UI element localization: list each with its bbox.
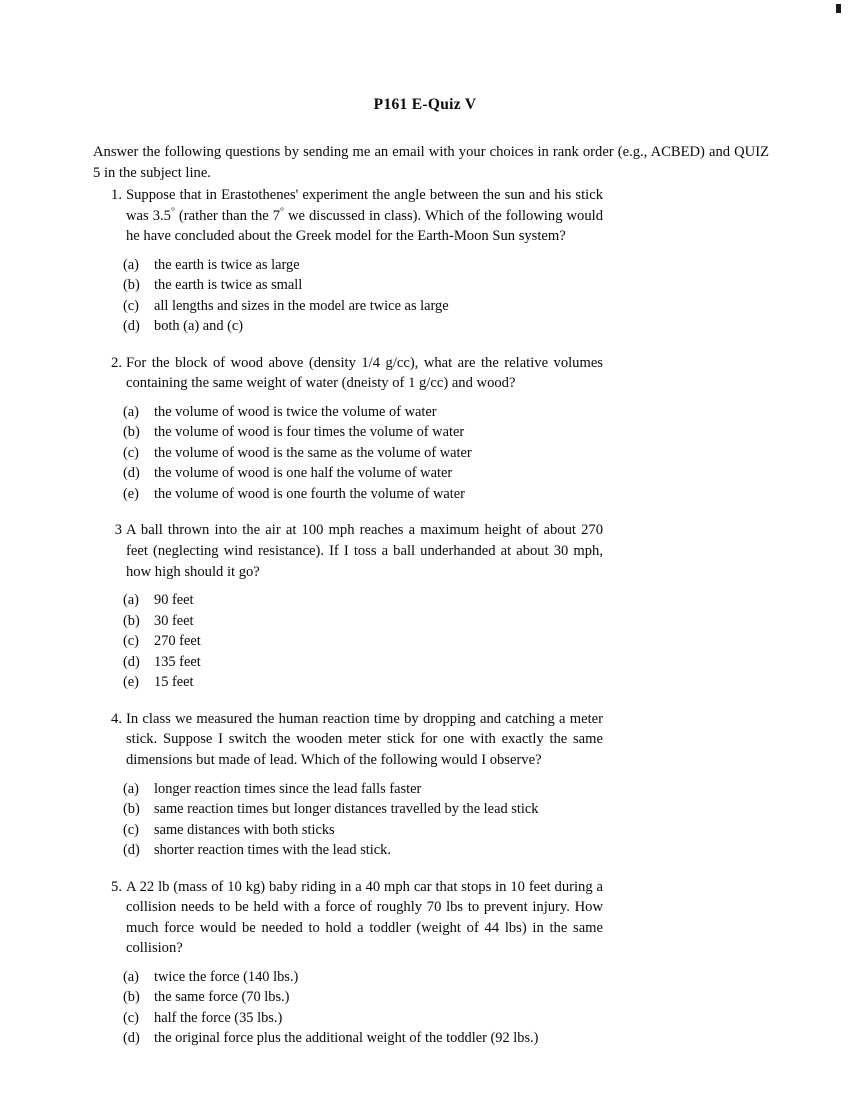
question-3 [93, 520, 773, 692]
question-1-number: 1. [111, 187, 122, 203]
option-label: (d) [123, 653, 140, 670]
question-4-stem-text: In class we measured the human reaction time by dropping and catching a meter stick. Suppose I switch the wooden meter stick for one with exactly the same dimensions but made of lead. Which of the following would I observe? [126, 710, 603, 768]
spacer [93, 693, 773, 709]
degree-symbol-icon: ° [280, 205, 284, 217]
option-item[interactable] [93, 402, 773, 423]
option-text: half the force (35 lbs.) [154, 1009, 283, 1026]
option-item[interactable] [93, 672, 773, 693]
option-item[interactable] [93, 316, 773, 337]
option-label: (a) [123, 968, 139, 985]
option-label: (c) [123, 444, 139, 461]
option-item[interactable] [93, 987, 773, 1008]
option-text: the original force plus the additional weight of the toddler (92 lbs.) [154, 1030, 539, 1047]
question-3-options [93, 590, 773, 693]
option-item[interactable] [93, 422, 773, 443]
option-label: (d) [123, 465, 140, 482]
question-5-options [93, 967, 773, 1049]
question-3-stem-text: A ball thrown into the air at 100 mph reaches a maximum height of about 270 feet (neglecting wind resistance). If I toss a ball underhanded at about 30 mph, how high should it go? [126, 522, 603, 580]
option-text: all lengths and sizes in the model are twice as large [154, 297, 449, 314]
option-text: the volume of wood is twice the volume of water [154, 403, 437, 420]
option-item[interactable] [93, 820, 773, 841]
option-item[interactable] [93, 631, 773, 652]
option-text: 90 feet [154, 592, 194, 609]
option-item[interactable] [93, 779, 773, 800]
spacer [93, 861, 773, 877]
question-5-number: 5. [111, 878, 122, 895]
option-item[interactable] [93, 652, 773, 673]
option-label: (c) [123, 1009, 139, 1026]
instructions-paragraph: Answer the following questions by sending me an email with your choices in rank order (e.g., ACBED) and QUIZ 5 in the subject line. [93, 144, 769, 181]
option-item[interactable] [93, 1008, 773, 1029]
question-3-number: 3 [114, 522, 122, 539]
option-item[interactable] [93, 590, 773, 611]
question-1-stem [93, 185, 603, 247]
option-text: the earth is twice as large [154, 256, 300, 273]
option-label: (d) [123, 318, 140, 335]
question-2-stem-text: For the block of wood above (density 1/4 g/cc), what are the relative volumes containing the same weight of water (dneisty of 1 g/cc) and wood? [126, 354, 603, 392]
option-label: (e) [123, 485, 139, 502]
option-text: 30 feet [154, 612, 194, 629]
option-label: (e) [123, 674, 139, 691]
option-text: both (a) and (c) [154, 318, 244, 335]
question-5 [93, 877, 773, 1049]
option-text: the volume of wood is one half the volume of water [154, 465, 453, 482]
option-label: (a) [123, 256, 139, 273]
question-2-options [93, 402, 773, 505]
option-item[interactable] [93, 799, 773, 820]
option-label: (c) [123, 297, 139, 314]
option-item[interactable] [93, 296, 773, 317]
option-label: (c) [123, 821, 139, 838]
question-3-stem [93, 520, 603, 582]
option-text: same distances with both sticks [154, 821, 335, 838]
question-4-number: 4. [111, 710, 122, 727]
option-text: the same force (70 lbs.) [154, 989, 290, 1006]
option-label: (a) [123, 592, 139, 609]
option-label: (b) [123, 801, 140, 818]
question-1 [93, 185, 773, 337]
page-title: P161 E-Quiz V [373, 96, 477, 113]
question-5-stem [93, 877, 603, 959]
option-item[interactable] [93, 967, 773, 988]
option-item[interactable] [93, 275, 773, 296]
question-4-options [93, 779, 773, 861]
option-text: the volume of wood is one fourth the volume of water [154, 485, 465, 502]
option-item[interactable] [93, 484, 773, 505]
option-item[interactable] [93, 443, 773, 464]
question-1-stem-part1: Suppose that in Erastothenes' experiment the angle between the sun and his stick was 3.5 [126, 187, 603, 224]
option-item[interactable] [93, 463, 773, 484]
option-text: the volume of wood is four times the volume of water [154, 424, 465, 441]
question-1-options [93, 255, 773, 337]
option-label: (c) [123, 633, 139, 650]
crop-mark-icon [836, 4, 841, 13]
question-5-stem-text: A 22 lb (mass of 10 kg) baby riding in a 40 mph car that stops in 10 feet during a collision needs to be held with a force of roughly 70 lbs to prevent injury. How much force would be needed to hold a toddler (weight of 44 lbs) in the same collision? [126, 878, 603, 957]
option-text: 135 feet [154, 653, 201, 670]
option-text: the earth is twice as small [154, 277, 303, 294]
question-list [93, 185, 773, 1049]
option-text: 15 feet [154, 674, 194, 691]
option-label: (b) [123, 989, 140, 1006]
question-4 [93, 709, 773, 861]
option-item[interactable] [93, 840, 773, 861]
option-label: (b) [123, 277, 140, 294]
option-text: 270 feet [154, 633, 201, 650]
option-label: (d) [123, 842, 140, 859]
option-label: (b) [123, 612, 140, 629]
question-1-stem-part3: we discussed in class). Which of the following would he have concluded about the Greek model for the Earth-Moon Sun system? [126, 207, 603, 245]
spacer [93, 337, 773, 353]
question-2-stem [93, 353, 603, 394]
spacer [93, 504, 773, 520]
option-label: (b) [123, 424, 140, 441]
question-1-stem-part2: (rather than the 7 [174, 207, 281, 224]
question-2-number: 2. [111, 354, 122, 371]
option-item[interactable] [93, 1028, 773, 1049]
option-item[interactable] [93, 611, 773, 632]
option-text: twice the force (140 lbs.) [154, 968, 299, 985]
question-4-stem [93, 709, 603, 771]
option-text: same reaction times but longer distances travelled by the lead stick [154, 801, 539, 818]
option-label: (a) [123, 780, 139, 797]
option-text: the volume of wood is the same as the volume of water [154, 444, 472, 461]
degree-symbol-icon: ° [170, 205, 175, 217]
option-label: (d) [123, 1030, 140, 1047]
option-item[interactable] [93, 255, 773, 276]
option-text: shorter reaction times with the lead stick. [154, 842, 391, 859]
option-text: longer reaction times since the lead falls faster [154, 780, 422, 797]
question-2 [93, 353, 773, 505]
option-label: (a) [123, 403, 139, 420]
